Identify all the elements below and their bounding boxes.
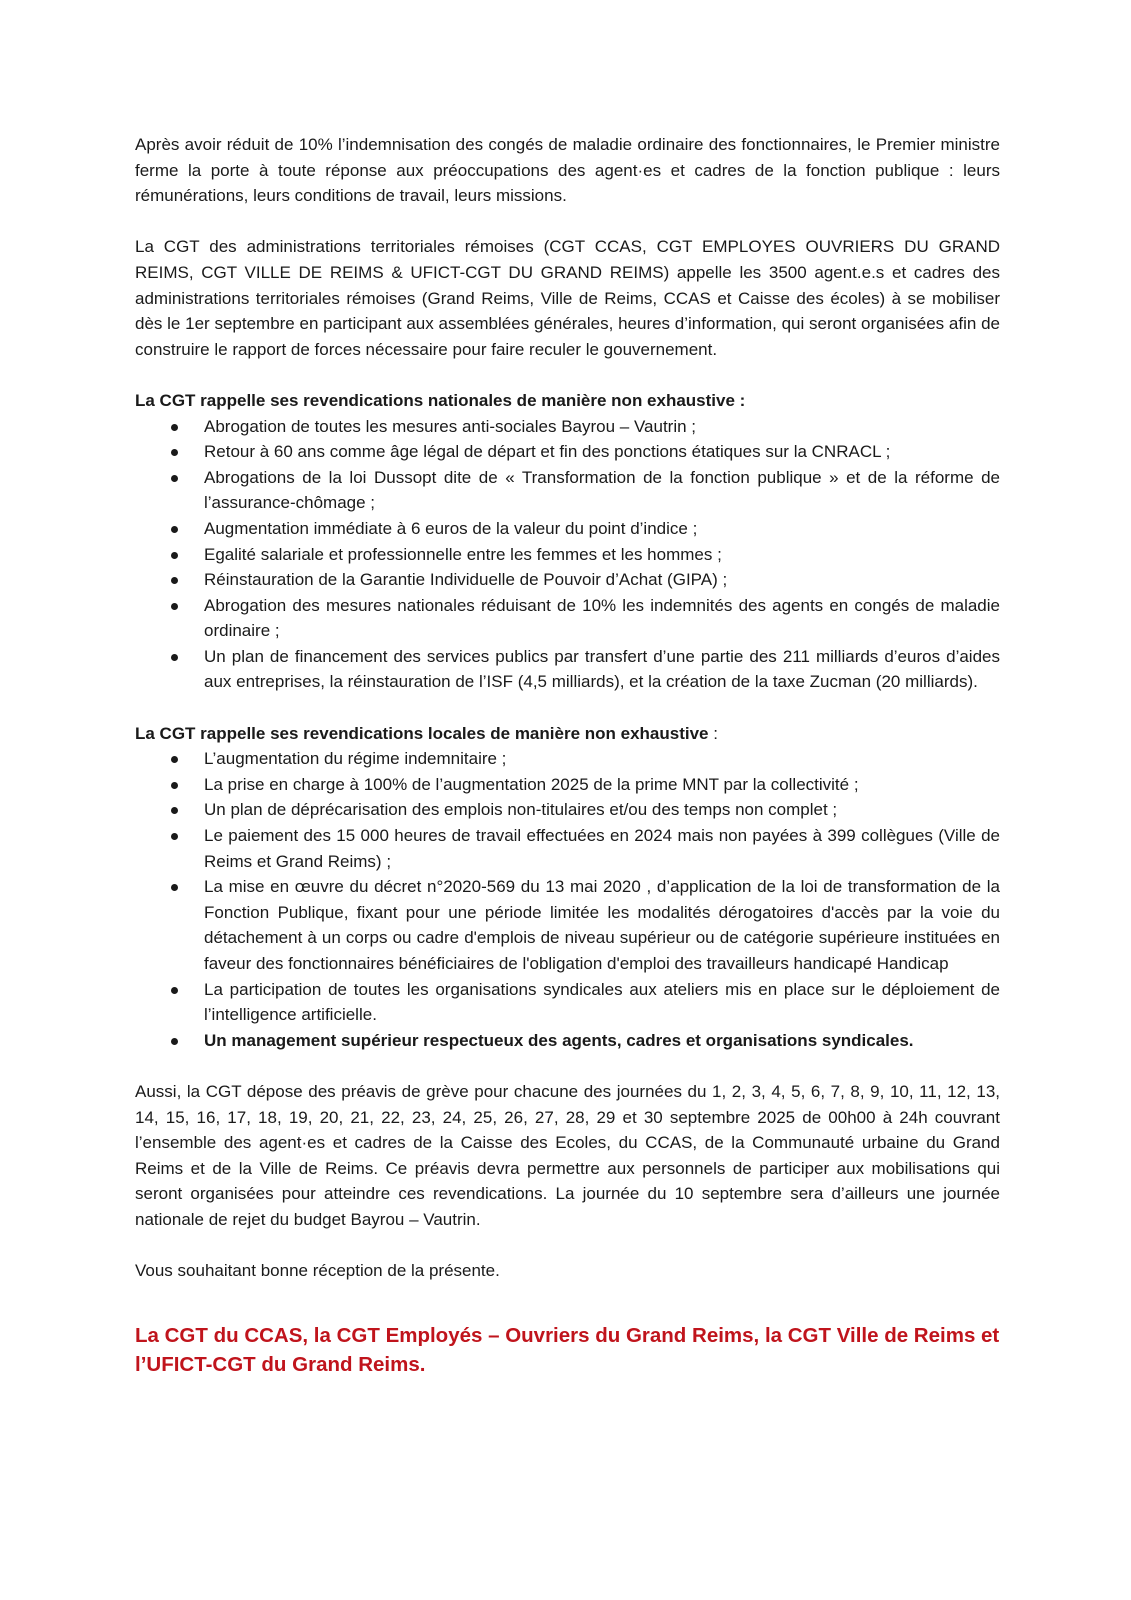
paragraph-spacer xyxy=(135,1284,1000,1310)
list-item xyxy=(135,567,1000,593)
national-demands-heading-text: La CGT rappelle ses revendications nationales de manière non exhaustive : xyxy=(135,390,746,410)
list-item-text: Un management supérieur respectueux des agents, cadres et organisations syndicales. xyxy=(204,1030,914,1050)
list-item xyxy=(135,797,1000,823)
bullet-icon xyxy=(171,833,178,840)
list-item xyxy=(135,874,1000,976)
bullet-icon xyxy=(171,475,178,482)
bullet-icon xyxy=(171,987,178,994)
bullet-icon xyxy=(171,424,178,431)
list-item-text: Le paiement des 15 000 heures de travail effectuées en 2024 mais non payées à 399 collègues (Ville de Reims et Grand Reims) ; xyxy=(204,826,1000,871)
bullet-icon xyxy=(171,807,178,814)
list-item xyxy=(135,1028,1000,1054)
list-item-text: Augmentation immédiate à 6 euros de la valeur du point d’indice ; xyxy=(204,518,698,538)
list-item-text: Retour à 60 ans comme âge légal de départ et fin des ponctions étatiques sur la CNRACL ; xyxy=(204,442,891,462)
list-item-text: Un plan de financement des services publics par transfert d’une partie des 211 milliards d’euros d’aides aux entreprises, la réinstauration de l’ISF (4,5 milliards), et la création de la taxe Zucman (20 milliards). xyxy=(204,646,1000,692)
call-to-mobilize-paragraph: La CGT des administrations territoriales rémoises (CGT CCAS, CGT EMPLOYES OUVRIERS DU GRAND REIMS, CGT VILLE DE REIMS & UFICT-CGT DU GRAND REIMS) appelle les 3500 agent.e.s et cadres des administrations territoriales rémoises (Grand Reims, Ville de Reims, CCAS et Caisse des écoles) à se mobiliser dès le 1er septembre en participant aux assemblées générales, heures d’information, qui seront organisées afin de construire le rapport de forces nécessaire pour faire reculer le gouvernement. xyxy=(135,237,1000,359)
list-item xyxy=(135,977,1000,1028)
list-item-text: Réinstauration de la Garantie Individuelle de Pouvoir d’Achat (GIPA) ; xyxy=(204,570,728,590)
local-demands-heading-text: La CGT rappelle ses revendications locales de manière non exhaustive xyxy=(135,723,709,743)
bullet-icon xyxy=(171,552,178,559)
list-item-text: Abrogations de la loi Dussopt dite de « Transformation de la fonction publique » et de la réforme de l’assurance-chômage ; xyxy=(204,467,1000,513)
local-demands-heading-tail: : xyxy=(708,723,718,743)
list-item-text: Un plan de déprécarisation des emplois non-titulaires et/ou des temps non complet ; xyxy=(204,800,838,820)
bullet-icon xyxy=(171,577,178,584)
list-item xyxy=(135,414,1000,440)
list-item xyxy=(135,516,1000,542)
document-body xyxy=(135,132,1000,1379)
list-item xyxy=(135,593,1000,644)
bullet-icon xyxy=(171,449,178,456)
list-item xyxy=(135,439,1000,465)
bullet-icon xyxy=(171,526,178,533)
bullet-icon xyxy=(171,884,178,891)
bullet-icon xyxy=(171,756,178,763)
list-item-text: La prise en charge à 100% de l’augmentation 2025 de la prime MNT par la collectivité ; xyxy=(204,774,859,794)
national-demands-list xyxy=(135,414,1000,696)
paragraph-spacer xyxy=(135,695,1000,721)
list-item xyxy=(135,772,1000,798)
list-item xyxy=(135,746,1000,772)
bullet-icon xyxy=(171,1038,178,1045)
intro-paragraph: Après avoir réduit de 10% l’indemnisation des congés de maladie ordinaire des fonctionnaires, le Premier ministre ferme la porte à toute réponse aux préoccupations des agent·es et cadres de la fonction publique : leurs rémunérations, leurs conditions de travail, leurs missions. xyxy=(135,135,1000,206)
list-item xyxy=(135,823,1000,874)
strike-notice-paragraph: Aussi, la CGT dépose des préavis de grève pour chacune des journées du 1, 2, 3, 4, 5, 6, 7, 8, 9, 10, 11, 12, 13, 14, 15, 16, 17, 18, 19, 20, 21, 22, 23, 24, 25, 26, 27, 28, 29 et 30 septembre 2025 de 00h00 à 24h couvrant l’ensemble des agent·es et cadres de la Caisse des Ecoles, du CCAS, de la Communauté urbaine du Grand Reims et de la Ville de Reims. Ce préavis devra permettre aux personnels de participer aux mobilisations qui seront organisées pour atteindre ces revendications. La journée du 10 septembre sera d’ailleurs une journée nationale de rejet du budget Bayrou – Vautrin. xyxy=(135,1081,1000,1229)
local-demands-list xyxy=(135,746,1000,1053)
national-demands-heading xyxy=(135,388,1000,414)
paragraph-spacer xyxy=(135,1233,1000,1259)
list-item xyxy=(135,644,1000,695)
list-item xyxy=(135,465,1000,516)
bullet-icon xyxy=(171,603,178,610)
paragraph-spacer xyxy=(135,362,1000,388)
list-item xyxy=(135,542,1000,568)
bullet-icon xyxy=(171,782,178,789)
list-item-text: La mise en œuvre du décret n°2020-569 du 13 mai 2020 , d’application de la loi de transformation de la Fonction Publique, fixant pour une période limitée les modalités dérogatoires d'accès par la voie du détachement à un corps ou cadre d'emplois de niveau supérieur ou de catégorie supérieure instituées en faveur des fonctionnaires bénéficiaires de l'obligation d'emploi des travailleurs handicapé Handicap xyxy=(204,877,1000,973)
closing-paragraph: Vous souhaitant bonne réception de la présente. xyxy=(135,1261,500,1281)
paragraph-spacer xyxy=(135,1053,1000,1079)
list-item-text: Egalité salariale et professionnelle entre les femmes et les hommes ; xyxy=(204,544,722,564)
signature-block: La CGT du CCAS, la CGT Employés – Ouvriers du Grand Reims, la CGT Ville de Reims et l’UFICT-CGT du Grand Reims. xyxy=(135,1324,1000,1377)
list-item-text: Abrogation des mesures nationales réduisant de 10% les indemnités des agents en congés de maladie ordinaire ; xyxy=(204,595,1000,641)
list-item-text: L’augmentation du régime indemnitaire ; xyxy=(204,749,507,769)
list-item-text: La participation de toutes les organisations syndicales aux ateliers mis en place sur le déploiement de l’intelligence artificielle. xyxy=(204,979,1000,1025)
bullet-icon xyxy=(171,654,178,661)
paragraph-spacer xyxy=(135,209,1000,235)
local-demands-heading xyxy=(135,721,1000,747)
list-item-text: Abrogation de toutes les mesures anti-sociales Bayrou – Vautrin ; xyxy=(204,416,697,436)
